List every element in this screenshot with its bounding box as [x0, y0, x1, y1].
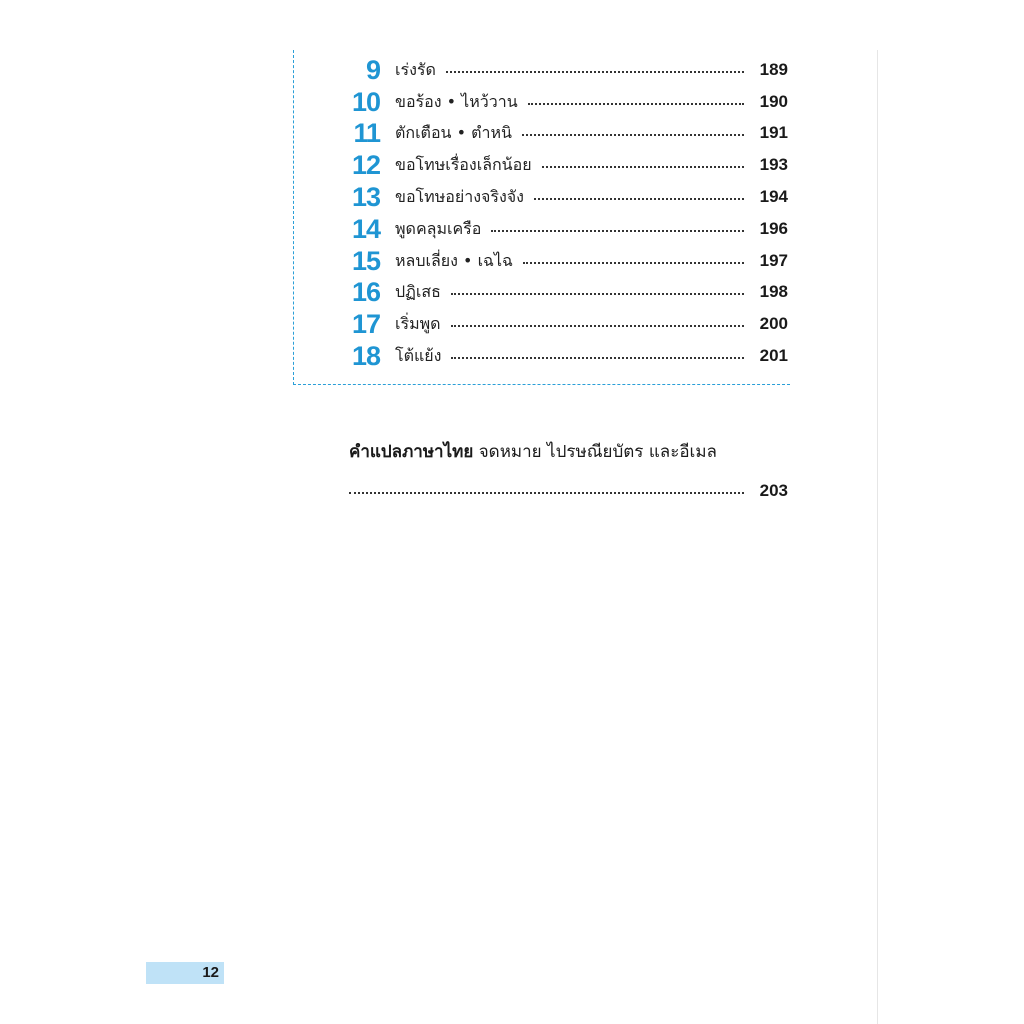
page-edge-line	[877, 50, 878, 1024]
dot-leader	[542, 166, 744, 168]
toc-entry-number: 17	[351, 309, 380, 339]
toc-entry-page: 196	[759, 219, 788, 238]
dot-leader	[446, 71, 744, 73]
dot-leader	[349, 492, 744, 494]
toc-entry-page: 201	[759, 346, 788, 365]
toc-entry-number: 9	[365, 55, 380, 85]
toc-entry[interactable]	[340, 213, 788, 245]
toc-entry-page: 190	[759, 92, 788, 111]
toc-entry[interactable]	[340, 86, 788, 118]
dot-leader	[528, 103, 744, 105]
toc-entry[interactable]	[340, 308, 788, 340]
dot-leader	[491, 230, 744, 232]
toc-entry[interactable]	[340, 276, 788, 308]
toc-entry-number: 12	[351, 150, 380, 180]
toc-entry-page: 194	[759, 187, 788, 206]
toc-entry-title: ตักเตือน • ตำหนิ	[395, 122, 512, 142]
dot-leader	[522, 134, 744, 136]
toc-entry-page: 200	[759, 314, 788, 333]
page-number-badge: 12	[146, 962, 224, 984]
toc-entry-title: โต้แย้ง	[395, 345, 442, 365]
toc-entry-title: ขอร้อง • ไหว้วาน	[395, 91, 518, 111]
toc-entry-page: 197	[759, 251, 788, 270]
toc-entry[interactable]	[340, 245, 788, 277]
dot-leader	[451, 357, 744, 359]
toc-entry-title: เริ่มพูด	[395, 313, 441, 333]
dot-leader	[451, 293, 744, 295]
toc-entry-title: ขอโทษอย่างจริงจัง	[395, 186, 524, 206]
toc-entry-title: พูดคลุมเครือ	[395, 218, 482, 238]
appendix-heading-rest: จดหมาย ไปรษณียบัตร และอีเมล	[473, 442, 717, 462]
toc-entry-number: 16	[351, 277, 380, 307]
toc-entry-number: 11	[353, 118, 380, 148]
toc-entry-number: 10	[351, 87, 380, 117]
dot-leader	[451, 325, 744, 327]
toc-entry-number: 14	[351, 214, 380, 244]
appendix-page: 203	[759, 481, 788, 500]
toc-entry-number: 13	[351, 182, 380, 212]
toc-entry-title: เร่งรัด	[395, 59, 436, 79]
dot-leader	[534, 198, 744, 200]
toc-entry-number: 15	[351, 246, 380, 276]
toc-entry-page: 193	[759, 155, 788, 174]
toc-entry-title: ขอโทษเรื่องเล็กน้อย	[395, 154, 532, 174]
toc-entry[interactable]	[340, 149, 788, 181]
appendix-heading[interactable]	[349, 438, 717, 465]
appendix-entry[interactable]	[349, 476, 788, 506]
toc-entry-page: 189	[759, 60, 788, 79]
toc-entry-title: ปฏิเสธ	[395, 281, 441, 301]
toc-entry-title: หลบเลี่ยง • เฉไฉ	[395, 250, 513, 270]
toc-entry-number: 18	[351, 341, 380, 371]
toc-entry[interactable]	[340, 181, 788, 213]
toc-entry[interactable]	[340, 340, 788, 372]
toc-entry-page: 191	[759, 123, 788, 142]
toc-entry-page: 198	[759, 282, 788, 301]
appendix-heading-bold: คำแปลภาษาไทย	[349, 442, 474, 462]
toc-entry[interactable]	[340, 117, 788, 149]
dot-leader	[523, 262, 744, 264]
toc-entry[interactable]	[340, 54, 788, 86]
